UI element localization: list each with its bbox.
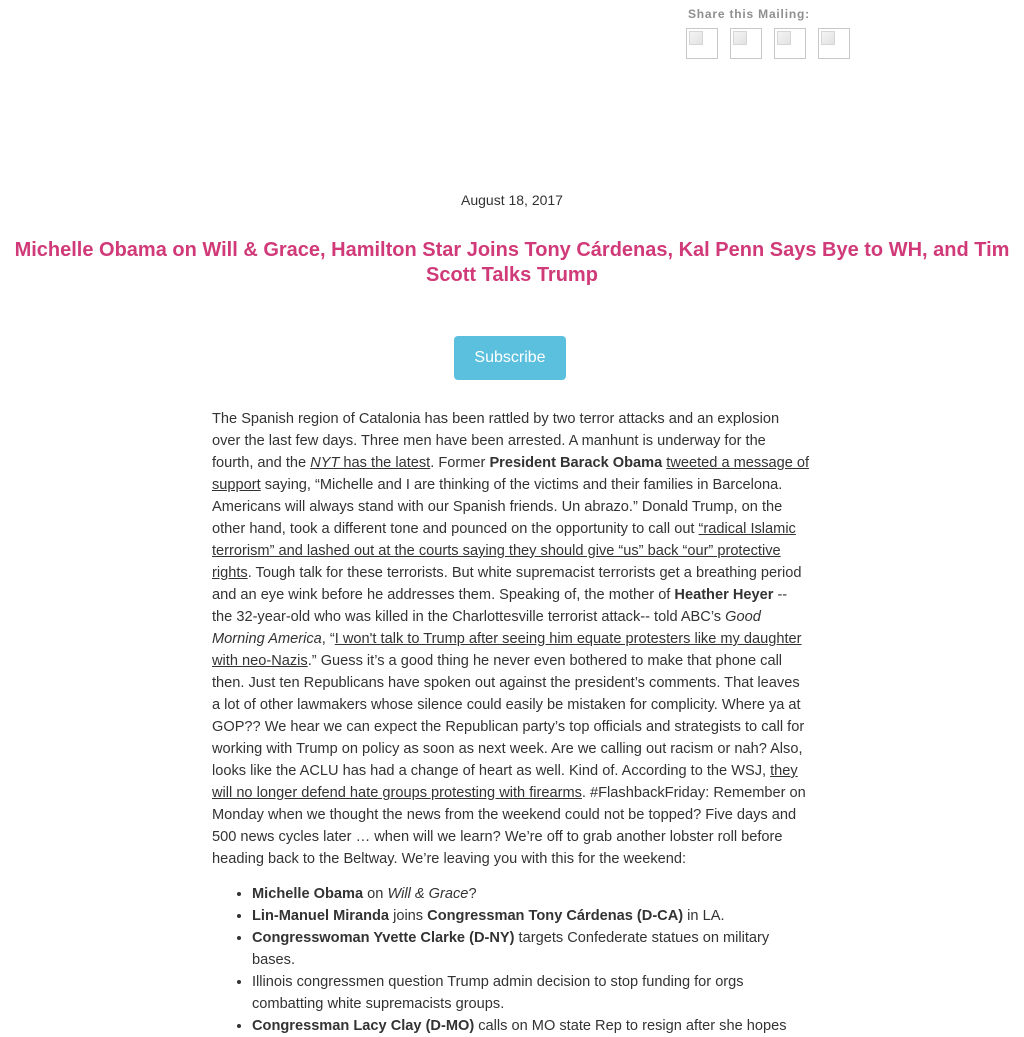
body-text: The Spanish region of Catalonia has been rattled by two terror attacks and an explosion over the last few days. Three men have been arrested. A manhunt is underway for the fourth, and the: [212, 411, 780, 471]
bullet-name: Congressman Lacy Clay (D-MO): [252, 1018, 475, 1034]
weekend-list: [212, 883, 810, 1037]
heather-heyer-name: Heather Heyer: [674, 587, 774, 603]
bullet-name: Congressman Tony Cárdenas (D-CA): [427, 908, 684, 924]
article-paragraph: [212, 408, 810, 870]
mailing-date: August 18, 2017: [461, 192, 563, 208]
share-icons: [686, 28, 856, 62]
bullet-text: ?: [468, 886, 477, 902]
good-morning-america-title: Good Morning America: [212, 609, 761, 647]
list-item: [252, 927, 810, 971]
bullet-text: in LA.: [683, 908, 725, 924]
nyt-link-italic: NYT: [310, 455, 340, 471]
tweeted-message-link[interactable]: tweeted a message of support: [212, 455, 810, 493]
bullet-text: calls on MO state Rep to resign after she hopes: [474, 1018, 787, 1034]
headline: Michelle Obama on Will & Grace, Hamilton Star Joins Tony Cárdenas, Kal Penn Says Bye to WH, and Tim Scott Talks Trump: [14, 239, 1010, 286]
bullet-italic: Will & Grace: [387, 886, 469, 902]
bullet-text: Illinois congressmen question Trump admin decision to stop funding for orgs combatting white supremacists groups.: [252, 974, 744, 1012]
bullet-name: Michelle Obama: [252, 886, 364, 902]
article-body: [212, 408, 810, 1037]
body-text: . Tough talk for these terrorists. But white supremacist terrorists get a breathing period and an eye wink before he addresses them. Speaking of, the mother of: [212, 565, 802, 603]
body-text: .” Guess it’s a good thing he never even bothered to make that phone call then. Just ten Republicans have spoken out against the president’s comments. That leaves a lot of other lawmakers whose silence could easily be mistaken for complicity. Where ya at GOP?? We hear we can expect the Republican party’s top officials and strategists to call for working with Trump on policy as soon as next week. Are we calling out racism or nah? Also, looks like the ACLU has had a change of heart as well. Kind of. According to the WSJ,: [212, 653, 805, 779]
list-item: [252, 883, 810, 905]
bullet-text: on: [363, 886, 388, 902]
share-bar: [688, 7, 810, 21]
list-item: [252, 971, 810, 1015]
email-icon[interactable]: [818, 28, 850, 59]
nyt-link-text: has the latest: [339, 455, 431, 471]
body-text: saying, “Michelle and I are thinking of the victims and their families in Barcelona. Americans will always stand with our Spanish friends. Un abrazo.” Donald Trump, on the other hand, took a different tone and pounced on the opportunity to call out: [212, 477, 783, 537]
wont-talk-to-trump-link[interactable]: I won't talk to Trump after seeing him equate protesters like my daughter with neo-Nazis: [212, 631, 802, 669]
body-text: -- the 32-year-old who was killed in the Charlottesville terrorist attack-- told ABC’s: [212, 587, 788, 625]
facebook-icon[interactable]: [686, 28, 718, 59]
bullet-text: joins: [389, 908, 428, 924]
radical-islamic-terrorism-link[interactable]: “radical Islamic terrorism” and lashed out at the courts saying they should give “us” back “our” protective rights: [212, 521, 796, 581]
nyt-latest-link[interactable]: [310, 455, 430, 471]
twitter-icon[interactable]: [730, 28, 762, 59]
list-item: [252, 905, 810, 927]
subscribe-button[interactable]: Subscribe: [454, 336, 566, 380]
bullet-text: targets Confederate statues on military bases.: [252, 930, 770, 968]
body-text: . #FlashbackFriday: Remember on Monday when we thought the news from the weekend could not be topped? Five days and 500 news cycles later … when will we learn? We’re off to grab another lobster roll before heading back to the Beltway. We’re leaving you with this for the weekend:: [212, 785, 806, 867]
aclu-firearms-link[interactable]: they will no longer defend hate groups protesting with firearms: [212, 763, 798, 801]
linkedin-icon[interactable]: [774, 28, 806, 59]
list-item: [252, 1015, 810, 1037]
share-label: Share this Mailing:: [688, 7, 810, 21]
bullet-name: Congresswoman Yvette Clarke (D-NY): [252, 930, 515, 946]
bullet-name: Lin-Manuel Miranda: [252, 908, 390, 924]
body-text: . Former: [430, 455, 490, 471]
barack-obama-name: President Barack Obama: [489, 455, 663, 471]
body-text: , “: [321, 631, 335, 647]
